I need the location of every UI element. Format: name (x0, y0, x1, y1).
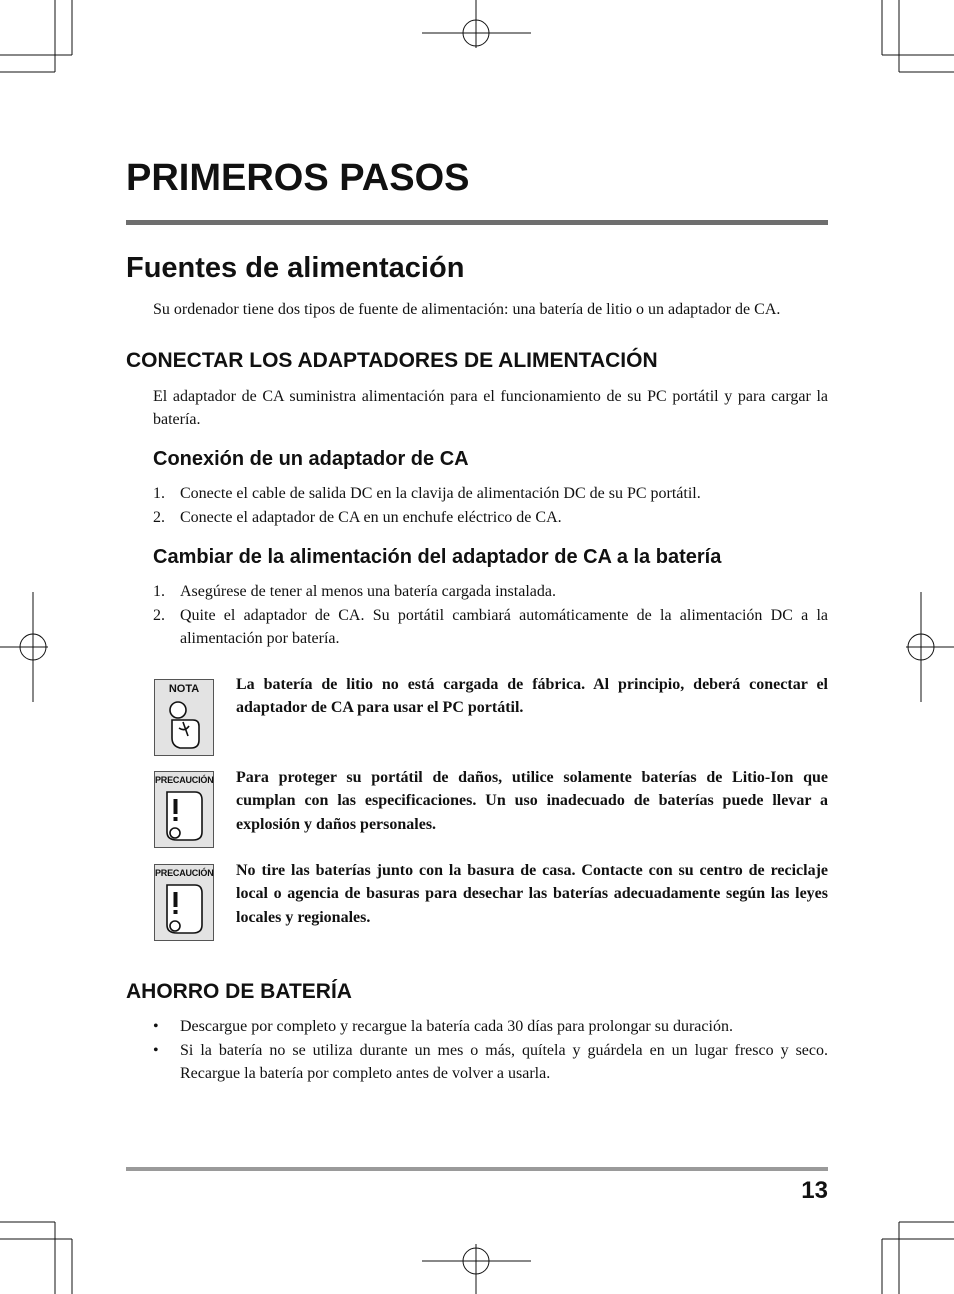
caution-text: No tire las baterías junto con la basura de casa. Contacte con su centro de reciclaje local o agencia de basuras para desechar las baterías adecuadamente según las leyes locales y regionales. (236, 862, 828, 926)
list-item-text: Conecte el adaptador de CA en un enchufe eléctrico de CA. (180, 508, 562, 526)
battery-saving-list (153, 1015, 828, 1086)
page-number: 13 (801, 1177, 828, 1204)
caution-text: Para proteger su portátil de daños, utilice solamente baterías de Litio-Ion que cumplan con las especificaciones. Un uso inadecuado de baterías puede llevar a explosión y daños personales. (236, 769, 828, 833)
list-marker: 2. (153, 606, 165, 624)
connect-heading: CONECTAR LOS ADAPTADORES DE ALIMENTACIÓN (126, 349, 658, 372)
page-title: PRIMEROS PASOS (126, 157, 470, 199)
list-item-text: Asegúrese de tener al menos una batería cargada instalada. (180, 583, 556, 600)
list-item (153, 506, 828, 530)
list-item-text: Quite el adaptador de CA. Su portátil cambiará automáticamente de la alimentación DC a la alimentación por batería. (180, 606, 828, 647)
connect-paragraph: El adaptador de CA suministra alimentación para el funcionamiento de su PC portátil y para cargar la batería. (153, 388, 828, 428)
title-divider (126, 220, 828, 225)
list-marker: 1. (153, 485, 165, 502)
ac-connection-list (153, 482, 828, 529)
footer-divider (126, 1167, 828, 1171)
note-person-icon (154, 679, 214, 756)
list-item (153, 604, 828, 651)
bullet-marker: • (153, 1018, 159, 1035)
caution-exclamation-icon (154, 864, 214, 941)
note-text: La batería de litio no está cargada de fábrica. Al principio, deberá conectar el adaptador de CA para usar el PC portátil. (236, 676, 828, 717)
section-heading: Fuentes de alimentación (126, 252, 465, 284)
bullet-marker: • (153, 1041, 159, 1059)
list-item (153, 1015, 828, 1039)
switch-power-heading: Cambiar de la alimentación del adaptador de CA a la batería (153, 546, 722, 568)
caution-label: PRECAUCIÓN (155, 868, 214, 878)
ac-connection-heading: Conexión de un adaptador de CA (153, 448, 469, 470)
list-marker: 2. (153, 508, 165, 526)
list-item (153, 580, 828, 604)
intro-paragraph: Su ordenador tiene dos tipos de fuente de alimentación: una batería de litio o un adaptador de CA. (153, 301, 781, 318)
caution-label: PRECAUCIÓN (155, 775, 214, 785)
list-item-text: Conecte el cable de salida DC en la clavija de alimentación DC de su PC portátil. (180, 485, 701, 502)
list-marker: 1. (153, 583, 165, 600)
list-item (153, 1039, 828, 1086)
switch-power-list (153, 580, 828, 651)
list-item-text: Descargue por completo y recargue la batería cada 30 días para prolongar su duración. (180, 1018, 733, 1035)
battery-saving-heading: AHORRO DE BATERÍA (126, 980, 352, 1003)
list-item (153, 482, 828, 506)
note-label: NOTA (168, 683, 200, 695)
caution-exclamation-icon (154, 771, 214, 848)
list-item-text: Si la batería no se utiliza durante un mes o más, quítela y guárdela en un lugar fresco y seco. Recargue la batería por completo antes de volver a usarla. (180, 1041, 828, 1082)
